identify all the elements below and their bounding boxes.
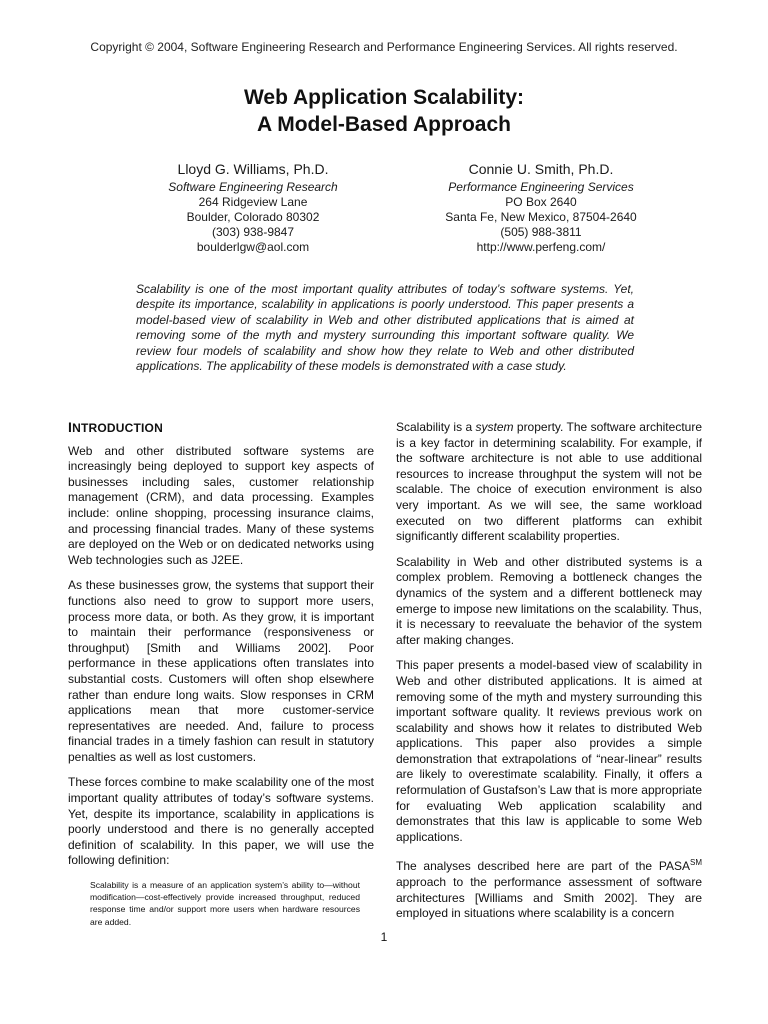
scalability-definition-quote: Scalability is a measure of an application system’s ability to—without modification—cost-effectively provide increased throughput, reduced response time and/or support more users when hardware resources are added.: [90, 880, 360, 927]
paper-title: [0, 84, 768, 138]
right-paragraph-2: Scalability in Web and other distributed systems is a complex problem. Removing a bottleneck changes the dynamics of the system and a different bottleneck may emerge to impose new limitations on the scalability. Thus, it is necessary to reevaluate the behavior of the system after making changes.: [396, 554, 702, 647]
author-email: boulderlgw@aol.com: [196, 240, 310, 254]
paper-title-line-1: Web Application Scalability:: [243, 86, 525, 109]
author-organization: Software Engineering Research: [168, 180, 338, 194]
author-address-line-2: Santa Fe, New Mexico, 87504-2640: [445, 210, 637, 224]
heading-initial: I: [68, 419, 73, 435]
right-paragraph-4: [396, 855, 702, 921]
paper-title-line-2: A Model-Based Approach: [257, 113, 511, 136]
intro-paragraph-2: As these businesses grow, the systems that support their functions also need to grow to support more users, process more data, or both. As they grow, it is important to maintain their performance (responsiveness or throughput) [Smith and Williams 2002]. Poor performance in these applications often translates into substantial costs. Customers will often shop elsewhere rather than endure long waits. Slow responses in CRM applications mean that more customer-service representatives are needed. And, failure to process financial trades in a timely fashion can result in statutory penalties as well as lost customers.: [68, 578, 374, 764]
intro-paragraph-3: These forces combine to make scalability one of the most important quality attributes of today’s software systems. Yet, despite its importance, scalability in applications is poorly understood and there is no generally accepted definition of scalability. In this paper, we will use the following definition:: [68, 775, 374, 868]
author-address-line-1: 264 Ridgeview Lane: [198, 195, 308, 209]
right-paragraph-1-start: Scalability is a: [396, 420, 476, 434]
intro-paragraph-1: Web and other distributed software systems are increasingly being deployed to support key aspects of businesses including sales, customer relationship management (CRM), and data processing. Examples include: online shopping, processing insurance claims, and processing financial trades. Many of these systems are deployed on the Web or on dedicated networks using Web technologies such as J2EE.: [68, 443, 374, 567]
author-address-line-2: Boulder, Colorado 80302: [186, 210, 320, 224]
author-phone: (505) 988-3811: [500, 225, 582, 239]
right-paragraph-1: [396, 420, 702, 545]
section-heading-introduction: [68, 420, 374, 437]
author-organization: Performance Engineering Services: [448, 180, 634, 194]
right-column: [396, 420, 702, 932]
right-paragraph-4-start: The analyses described here are part of the PASA: [396, 859, 690, 874]
author-phone: (303) 938-9847: [211, 225, 295, 239]
author-address-line-1: PO Box 2640: [505, 195, 577, 209]
heading-rest: NTRODUCTION: [72, 421, 163, 435]
emphasis-system: system: [475, 420, 514, 434]
author-name: Connie U. Smith, Ph.D.: [468, 161, 614, 177]
right-paragraph-4-rest: approach to the performance assessment of software architectures [Williams and Smith 2002]. They are employed in situations where scalability is a concern: [396, 875, 702, 921]
author-block-smith: [406, 162, 676, 255]
author-block-williams: [118, 162, 388, 255]
service-mark-superscript: SM: [690, 858, 702, 868]
copyright-notice: Copyright © 2004, Software Engineering Research and Performance Engineering Services. All rights reserved.: [90, 40, 678, 54]
page-number: 1: [380, 930, 388, 944]
author-name: Lloyd G. Williams, Ph.D.: [177, 161, 329, 177]
author-website: http://www.perfeng.com/: [476, 240, 606, 254]
right-paragraph-1-rest: property. The software architecture is a key factor in determining scalability. For example, if the software architecture is not able to use additional resources to increase throughput the system will not be scalable. The choice of execution environment is also very important. As we will see, the same workload executed on two different platforms can exhibit significantly different scalability properties.: [396, 420, 702, 544]
left-column: [68, 420, 374, 928]
right-paragraph-3: This paper presents a model-based view of scalability in Web and other distributed applications. It is aimed at removing some of the myth and mystery surrounding this important software quality. It reviews previous work on scalability and shows how it relates to distributed Web applications. This paper also provides a simple demonstration that extrapolations of “near-linear” results are likely to overestimate scalability. Finally, it offers a reformulation of Gustafson’s Law that is more appropriate for evaluating Web application scalability and demonstrates that this law is applicable to some Web applications.: [396, 658, 702, 844]
abstract: Scalability is one of the most important quality attributes of today’s software systems. Yet, despite its importance, scalability in applications is poorly understood. This paper presents a model-based view of scalability in Web and other distributed applications that is aimed at removing some of the myth and mystery surrounding this important software quality. We review four models of scalability and show how they relate to Web and other distributed applications. The applicability of these models is demonstrated with a case study.: [136, 282, 634, 374]
